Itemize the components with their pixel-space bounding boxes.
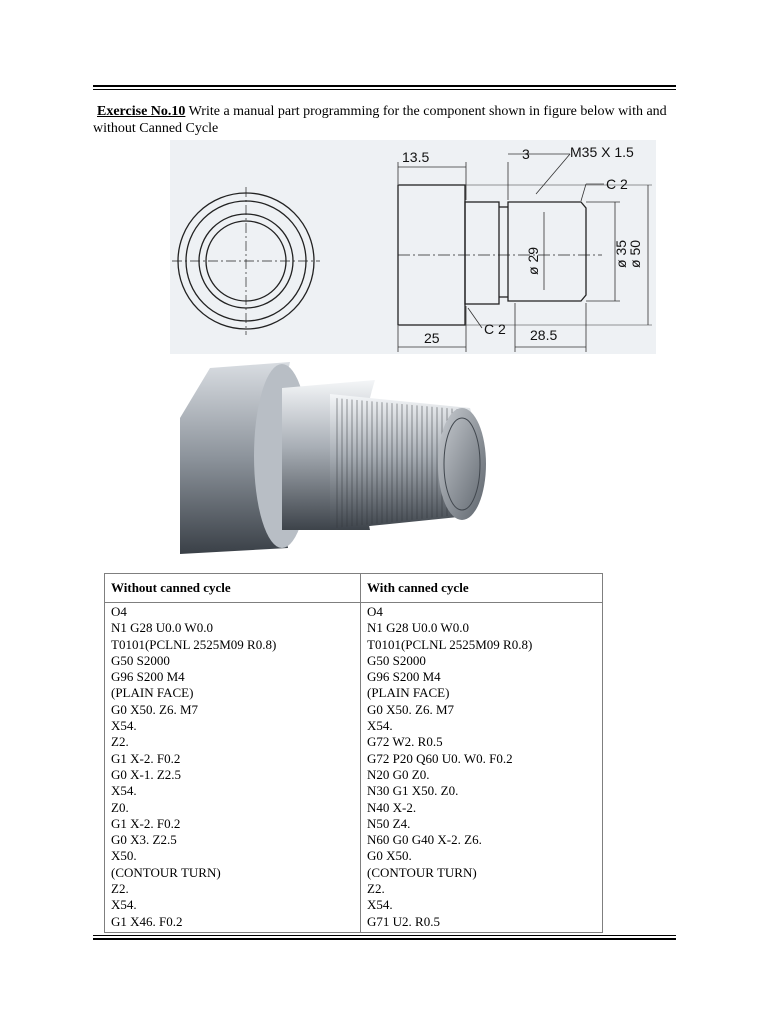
dim-label-28-5: 28.5 bbox=[530, 327, 558, 343]
code-line: G1 X46. F0.2 bbox=[111, 913, 183, 929]
code-line: G1 X-2. F0.2 bbox=[111, 815, 181, 831]
code-line: X50. bbox=[111, 848, 137, 864]
code-line: N1 G28 U0.0 W0.0 bbox=[367, 620, 469, 636]
table-row bbox=[105, 603, 603, 933]
part-3d-rendering bbox=[170, 358, 500, 554]
code-line: G0 X3. Z2.5 bbox=[111, 832, 177, 848]
code-line: Z0. bbox=[111, 799, 129, 815]
thread-section bbox=[508, 202, 586, 301]
dia-35-label: ø 35 bbox=[613, 239, 629, 268]
without-canned-cycle-code bbox=[105, 603, 361, 933]
header-without-canned-cycle: Without canned cycle bbox=[105, 574, 361, 603]
code-line: G72 W2. R0.5 bbox=[367, 734, 443, 750]
code-line: N1 G28 U0.0 W0.0 bbox=[111, 620, 213, 636]
code-line: X54. bbox=[111, 783, 137, 799]
code-line: O4 bbox=[111, 604, 127, 619]
code-line: O4 bbox=[367, 604, 383, 619]
code-line: (CONTOUR TURN) bbox=[111, 864, 221, 880]
code-line: X54. bbox=[111, 897, 137, 913]
code-line: N60 G0 G40 X-2. Z6. bbox=[367, 832, 482, 848]
thread-label: M35 X 1.5 bbox=[570, 144, 634, 160]
rendering-shapes bbox=[180, 362, 486, 554]
code-line: (CONTOUR TURN) bbox=[367, 864, 477, 880]
bottom-rule-thick bbox=[93, 938, 676, 940]
dim-label-3: 3 bbox=[522, 146, 530, 162]
table-header-row bbox=[105, 574, 603, 603]
code-line: G72 P20 Q60 U0. W0. F0.2 bbox=[367, 750, 513, 766]
with-canned-cycle-code bbox=[361, 603, 603, 933]
dia-29-label: ø 29 bbox=[525, 246, 541, 275]
code-line: G71 U2. R0.5 bbox=[367, 913, 440, 929]
code-line: N20 G0 Z0. bbox=[367, 766, 430, 782]
undercut-section bbox=[465, 202, 499, 304]
code-line: (PLAIN FACE) bbox=[111, 685, 194, 701]
program-table bbox=[104, 573, 603, 933]
code-line: G96 S200 M4 bbox=[111, 669, 185, 685]
exercise-number: Exercise No.10 bbox=[97, 104, 186, 119]
code-line: T0101(PCLNL 2525M09 R0.8) bbox=[111, 636, 277, 652]
dim-label-13-5: 13.5 bbox=[402, 149, 430, 165]
chamfer-bottom-label: C 2 bbox=[484, 321, 506, 337]
code-line: Z2. bbox=[367, 881, 385, 897]
header-with-canned-cycle: With canned cycle bbox=[361, 574, 603, 603]
code-line: T0101(PCLNL 2525M09 R0.8) bbox=[367, 636, 533, 652]
code-line: X54. bbox=[367, 718, 393, 734]
thread-leader bbox=[536, 154, 570, 194]
code-line: Z2. bbox=[111, 734, 129, 750]
chamfer-top-pointer bbox=[581, 184, 586, 201]
code-line: G0 X50. Z6. M7 bbox=[111, 701, 199, 717]
thread-end-face bbox=[438, 408, 486, 520]
code-line: G96 S200 M4 bbox=[367, 669, 441, 685]
code-line: N30 G1 X50. Z0. bbox=[367, 783, 459, 799]
code-line: G0 X50. Z6. M7 bbox=[367, 701, 455, 717]
end-view bbox=[172, 187, 320, 335]
dim-label-25: 25 bbox=[424, 330, 440, 346]
exercise-text: Write a manual part programming for the component shown in figure below with and without Canned Cycle bbox=[93, 104, 667, 136]
bottom-rule-thin bbox=[93, 935, 676, 936]
code-line: G50 S2000 bbox=[367, 652, 426, 668]
code-line: G50 S2000 bbox=[111, 652, 170, 668]
code-line: (PLAIN FACE) bbox=[367, 685, 450, 701]
chamfer-top-label: C 2 bbox=[606, 176, 628, 192]
side-view bbox=[398, 185, 602, 325]
top-rule-thin bbox=[93, 89, 676, 90]
code-line: N50 Z4. bbox=[367, 815, 411, 831]
dia-50-label: ø 50 bbox=[627, 239, 643, 268]
code-line: Z2. bbox=[111, 881, 129, 897]
top-rule-thick bbox=[93, 85, 676, 87]
code-line: X54. bbox=[367, 897, 393, 913]
code-line: G0 X50. bbox=[367, 848, 412, 864]
code-line: G0 X-1. Z2.5 bbox=[111, 766, 182, 782]
exercise-heading bbox=[93, 103, 683, 137]
code-line: N40 X-2. bbox=[367, 799, 417, 815]
code-line: X54. bbox=[111, 718, 137, 734]
engineering-drawing bbox=[170, 140, 656, 354]
code-line: G1 X-2. F0.2 bbox=[111, 750, 181, 766]
dimension-labels bbox=[402, 144, 643, 346]
